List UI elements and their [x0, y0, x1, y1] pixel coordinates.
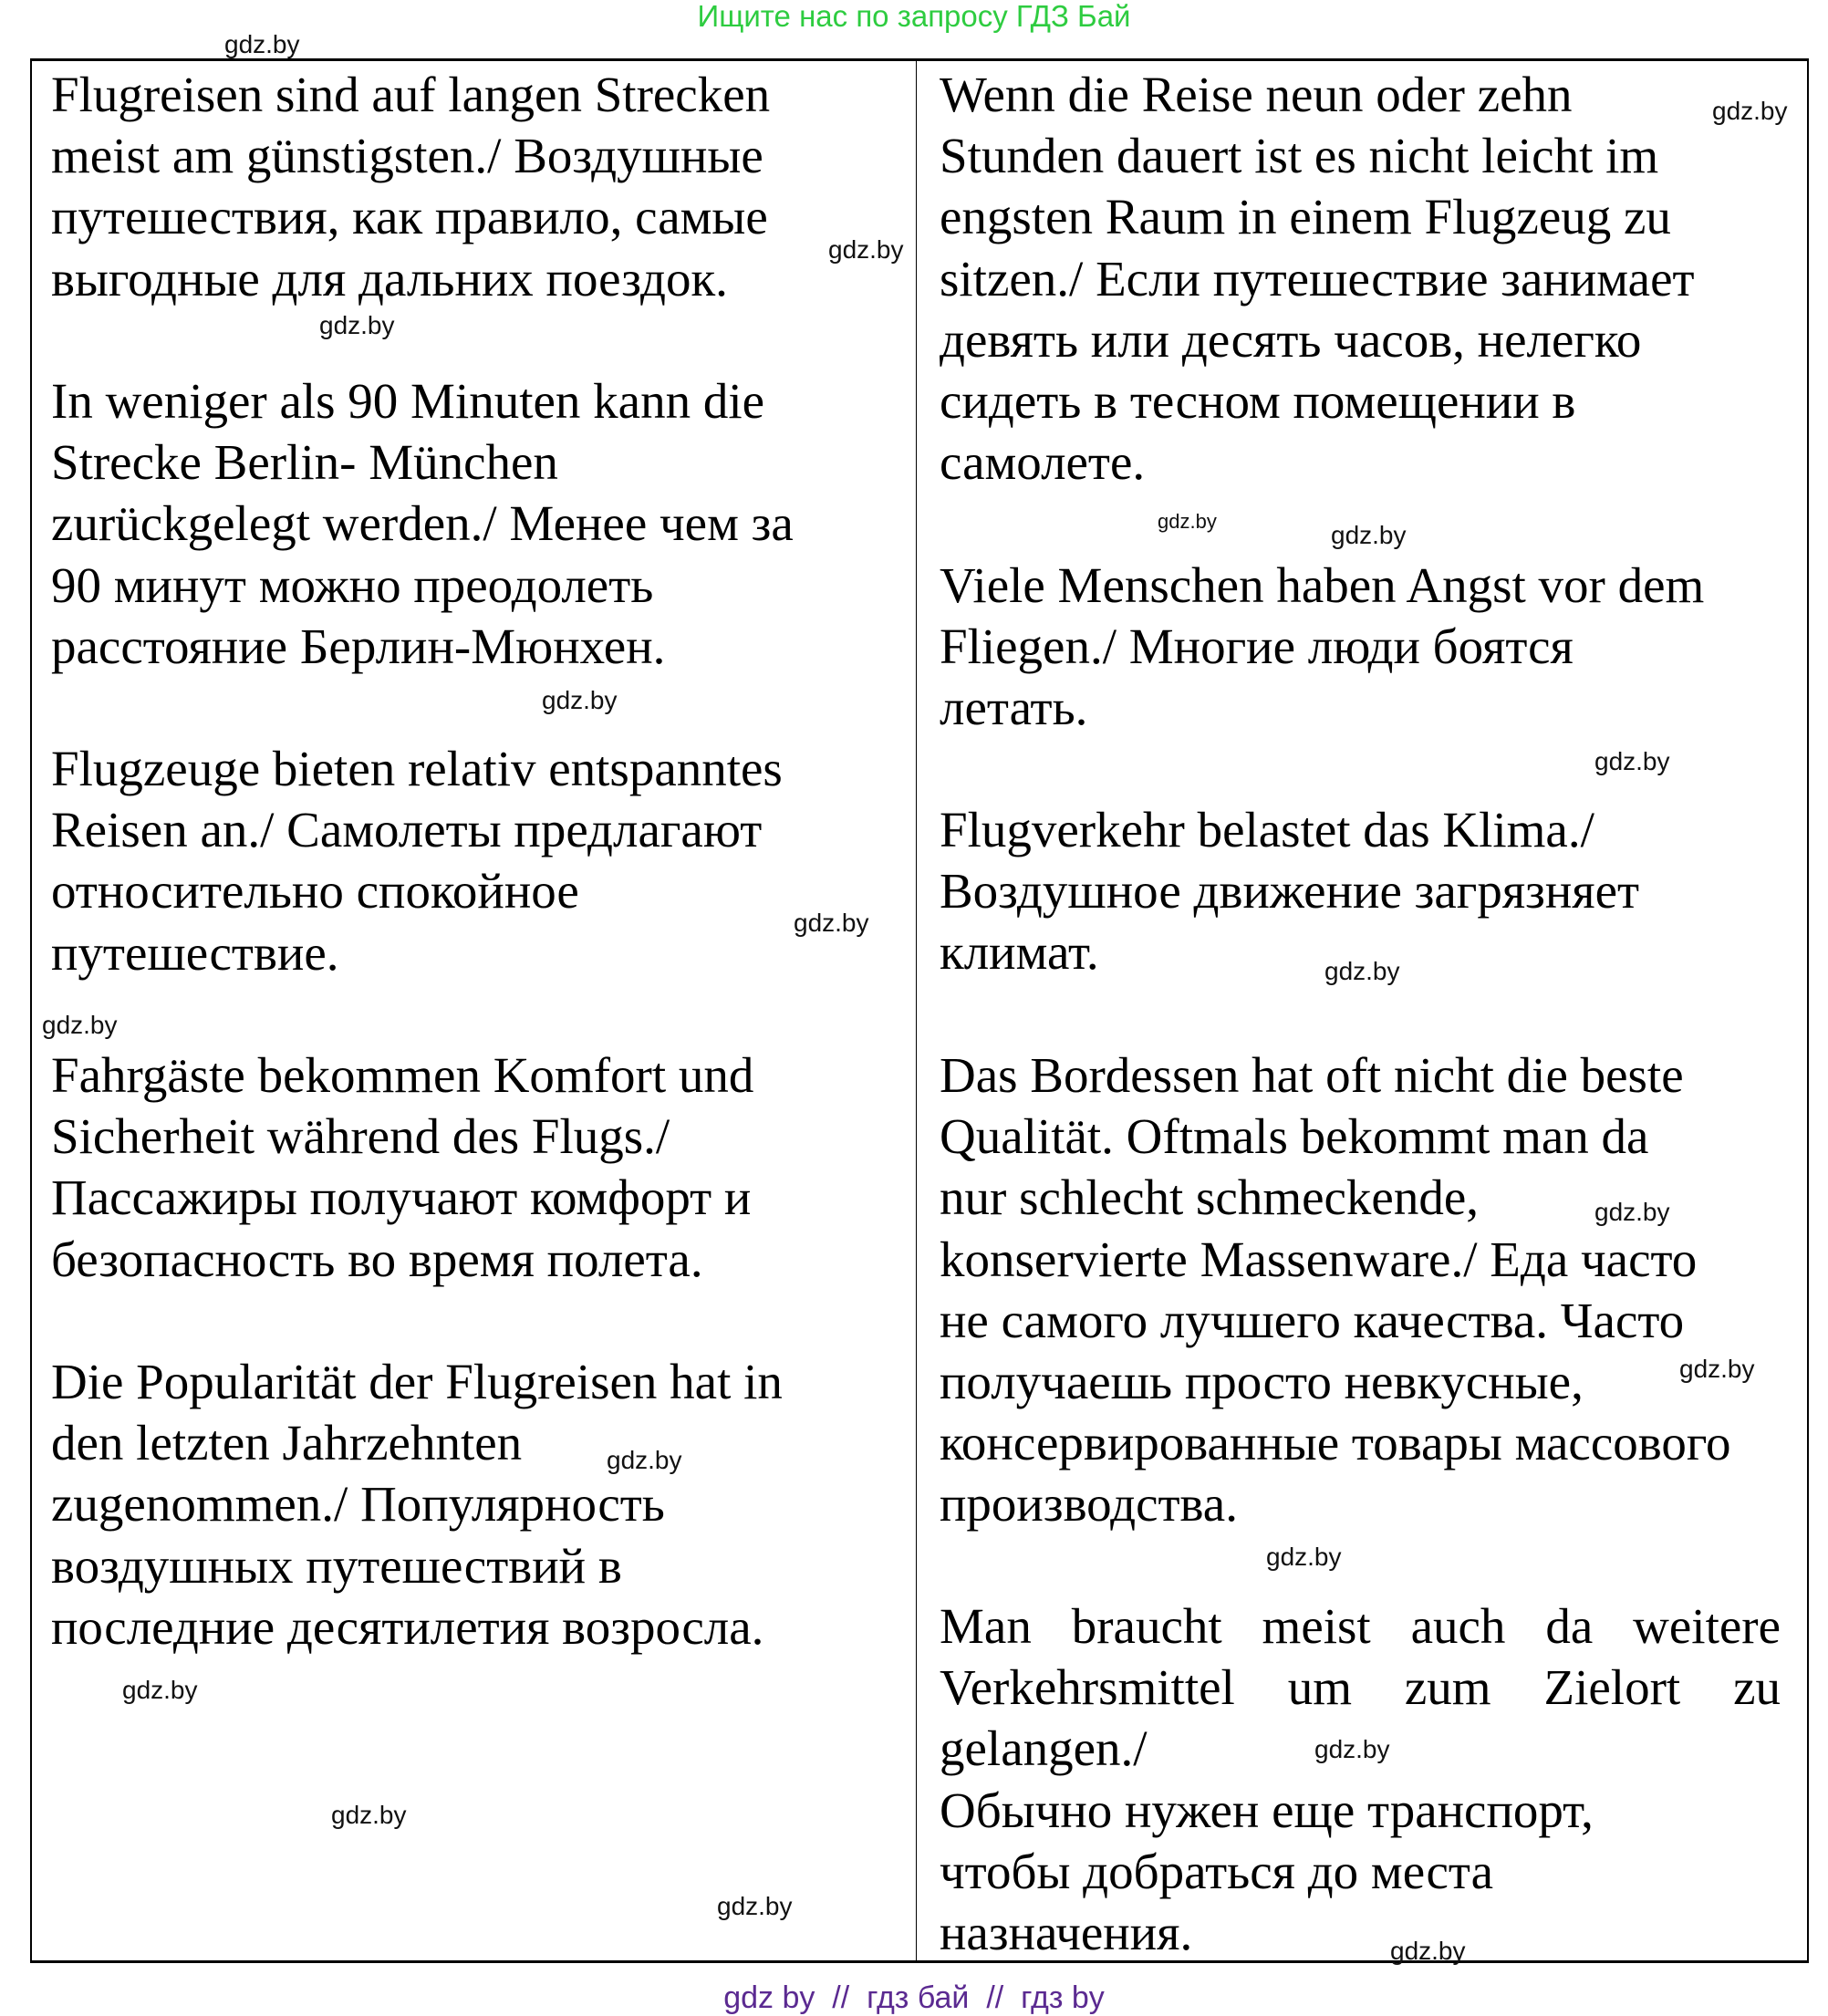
text-line: Stunden dauert ist es nicht leicht im: [940, 128, 1659, 184]
text-line: nur schlecht schmeckende,: [940, 1169, 1480, 1226]
text-line: назначения.: [940, 1905, 1193, 1961]
watermark: gdz.by: [1324, 957, 1400, 985]
watermark: gdz.by: [319, 311, 395, 339]
text-line: путешествие.: [51, 924, 339, 981]
text-line: производства.: [940, 1476, 1238, 1533]
left-paragraph-4: [51, 1044, 753, 1290]
watermark: gdz.by: [1266, 1543, 1342, 1571]
watermark: gdz.by: [607, 1446, 682, 1474]
text-line: Qualität. Oftmals bekommt man da: [940, 1108, 1649, 1165]
text-line: Flugzeuge bieten relativ entspanntes: [51, 741, 783, 796]
text-line: Wenn die Reise neun oder zehn: [940, 67, 1573, 122]
text-line: летать.: [940, 680, 1088, 736]
text-line: выгодные для дальних поездок.: [51, 250, 728, 307]
footer-links: gdz by // гдз бай // гдз by: [723, 1980, 1105, 2015]
watermark: gdz.by: [1158, 510, 1217, 533]
right-paragraph-2: [940, 555, 1704, 739]
text-line: konservierte Massenware./ Еда часто: [940, 1231, 1698, 1287]
text-line: Пассажиры получают комфорт и: [51, 1169, 752, 1226]
watermark: gdz.by: [224, 30, 300, 58]
right-paragraph-1: [940, 64, 1695, 493]
text-line: den letzten Jahrzehnten: [51, 1415, 523, 1471]
watermark: gdz.by: [717, 1892, 793, 1920]
text-line: сидеть в тесном помещении в: [940, 373, 1576, 430]
left-paragraph-1: [51, 64, 770, 309]
text-line: самолете.: [940, 434, 1146, 491]
text-line: Die Popularität der Flugreisen hat in: [51, 1354, 783, 1409]
text-line: последние десятилетия возросла.: [51, 1598, 764, 1655]
text-line: не самого лучшего качества. Часто: [940, 1292, 1685, 1348]
text-line: Flugverkehr belastet das Klima./: [940, 802, 1594, 857]
watermark: gdz.by: [1712, 97, 1788, 125]
text-line: относительно спокойное: [51, 863, 579, 920]
text-line: воздушных путешествий в: [51, 1537, 622, 1594]
left-paragraph-3: [51, 738, 783, 983]
watermark: gdz.by: [1594, 747, 1670, 775]
text-line: расстояние Берлин-Мюнхен.: [51, 618, 666, 674]
text-line: получаешь просто невкусные,: [940, 1354, 1584, 1410]
watermark: gdz.by: [122, 1676, 198, 1704]
left-paragraph-2: [51, 370, 794, 677]
text-line: meist am günstigsten./ Воздушные: [51, 128, 763, 184]
text-line: In weniger als 90 Minuten kann die: [51, 373, 765, 429]
text-line: Reisen an./ Самолеты предлагают: [51, 802, 763, 858]
text-line: климат.: [940, 924, 1099, 981]
text-line: девять или десять часов, нелегко: [940, 311, 1642, 368]
watermark: gdz.by: [1679, 1355, 1755, 1383]
text-line: zurückgelegt werden./ Менее чем за: [51, 495, 794, 552]
watermark: gdz.by: [794, 909, 869, 937]
text-line: путешествия, как правило, самые: [51, 189, 768, 245]
text-line: Fliegen./ Многие люди боятся: [940, 618, 1574, 675]
text-line: чтобы добраться до места: [940, 1843, 1494, 1899]
search-banner: Ищите нас по запросу ГДЗ Бай: [697, 0, 1131, 33]
text-line: Verkehrsmittel um zum Zielort zu: [940, 1659, 1781, 1716]
watermark: gdz.by: [1314, 1735, 1390, 1763]
text-line: Sicherheit während des Flugs./: [51, 1108, 670, 1165]
text-line: Обычно нужен еще транспорт,: [940, 1782, 1594, 1838]
text-line: 90 минут можно преодолеть: [51, 556, 654, 613]
text-line: Strecke Berlin- München: [51, 434, 558, 491]
text-line: zugenommen./ Популярность: [51, 1476, 665, 1533]
watermark: gdz.by: [331, 1801, 407, 1829]
right-paragraph-4: [940, 1044, 1731, 1535]
watermark: gdz.by: [1594, 1198, 1670, 1226]
watermark: gdz.by: [1331, 521, 1407, 549]
text-line: Flugreisen sind auf langen Strecken: [51, 67, 771, 122]
column-divider: [916, 60, 917, 1962]
right-paragraph-3: [940, 799, 1639, 983]
text-line: Man braucht meist auch da weitere: [940, 1598, 1781, 1654]
left-paragraph-5: [51, 1351, 783, 1657]
right-paragraph-5: [940, 1595, 1781, 1963]
text-line: Viele Menschen haben Angst vor dem: [940, 557, 1705, 613]
text-line: Воздушное движение загрязняет: [940, 863, 1640, 920]
text-line: engsten Raum in einem Flugzeug zu: [940, 189, 1671, 245]
text-line: консервированные товары массового: [940, 1415, 1731, 1471]
text-line: Das Bordessen hat oft nicht die beste: [940, 1047, 1684, 1103]
text-line: безопасность во время полета.: [51, 1231, 703, 1287]
text-line: Fahrgäste bekommen Komfort und: [51, 1047, 754, 1103]
text-line: gelangen./: [940, 1720, 1148, 1777]
text-line: sitzen./ Если путешествие занимает: [940, 250, 1695, 307]
watermark: gdz.by: [42, 1011, 118, 1039]
watermark: gdz.by: [542, 686, 618, 714]
watermark: gdz.by: [1390, 1937, 1466, 1965]
watermark: gdz.by: [828, 235, 904, 264]
